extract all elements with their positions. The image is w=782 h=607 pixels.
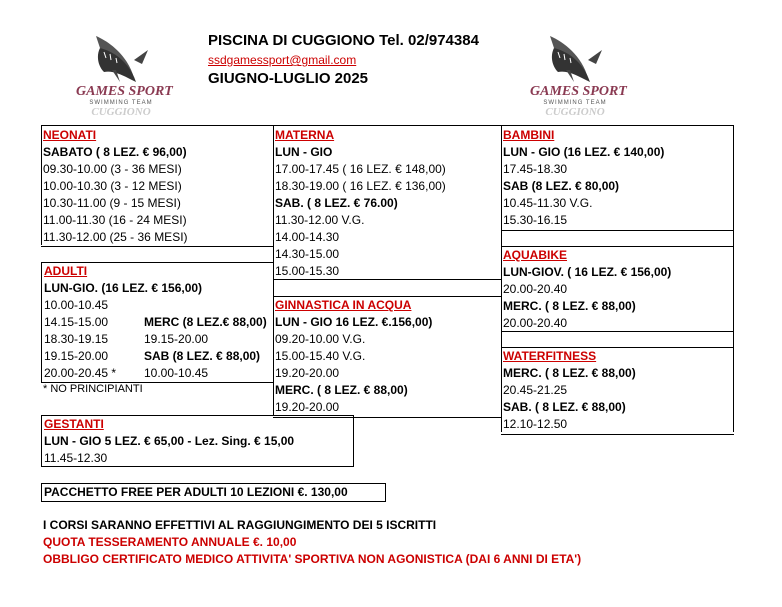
section-line: MERC. ( 8 LEZ. € 88,00) <box>503 366 636 380</box>
section-title: WATERFITNESS <box>503 349 597 363</box>
logo-subtitle: SWIMMING TEAM <box>89 100 153 106</box>
adulti-note: * NO PRINCIPIANTI <box>43 383 143 395</box>
section-line: 20.00-20.40 <box>503 316 568 330</box>
logo-text: GAMES SPORT <box>76 84 173 99</box>
section-line: 10.30-11.00 (9 - 15 MESI) <box>43 196 181 210</box>
section-line: MERC. ( 8 LEZ. € 88,00) <box>503 299 636 313</box>
section-title: NEONATI <box>43 128 97 142</box>
section-title: BAMBINI <box>503 128 555 142</box>
section-gestanti <box>41 415 354 467</box>
section-line: SAB. ( 8 LEZ. € 88,00) <box>503 400 626 414</box>
section-line: 14.30-15.00 <box>275 247 340 261</box>
pacchetto-text: PACCHETTO FREE PER ADULTI 10 LEZIONI €. 130,00 <box>44 485 348 499</box>
section-title: AQUABIKE <box>503 248 568 262</box>
section-line: 17.45-18.30 <box>503 162 568 176</box>
section-line: SAB (8 LEZ. € 80,00) <box>503 179 620 193</box>
section-line: 11.45-12.30 <box>44 451 108 465</box>
logo-left <box>76 30 173 122</box>
section-line: 20.45-21.25 <box>503 383 568 397</box>
section-line: 14.15-15.00 <box>44 315 109 329</box>
pacchetto-box <box>41 483 386 502</box>
section-line: 19.20-20.00 <box>275 400 340 414</box>
section-line: LUN - GIO 5 LEZ. € 65,00 - Lez. Sing. € 15,00 <box>44 434 295 448</box>
section-line: MERC (8 LEZ.€ 88,00) <box>144 315 267 329</box>
logo-mirror-text: CUGGIONO <box>545 106 605 118</box>
section-line: 18.30-19.00 ( 16 LEZ. € 136,00) <box>275 179 446 193</box>
footer-note: I CORSI SARANNO EFFETTIVI AL RAGGIUNGIMENTO DEI 5 ISCRITTI <box>43 518 437 532</box>
section-waterfitness <box>501 347 734 435</box>
footer-note: QUOTA TESSERAMENTO ANNUALE €. 10,00 <box>43 535 297 549</box>
section-line: 11.00-11.30 (16 - 24 MESI) <box>43 213 187 227</box>
email-link[interactable]: ssdgamessport@gmail.com <box>208 53 357 67</box>
section-line: 15.30-16.15 <box>503 213 568 227</box>
section-line: LUN - GIO (16 LEZ. € 140,00) <box>503 145 665 159</box>
section-line: 18.30-19.15 <box>44 332 109 346</box>
section-aquabike <box>501 246 733 332</box>
section-line: LUN-GIOV. ( 16 LEZ. € 156,00) <box>503 265 672 279</box>
section-materna <box>273 126 501 278</box>
logo-subtitle: SWIMMING TEAM <box>543 100 607 106</box>
section-line: 15.00-15.40 V.G. <box>275 349 366 363</box>
section-line: 17.00-17.45 ( 16 LEZ. € 148,00) <box>275 162 446 176</box>
section-line: MERC. ( 8 LEZ. € 88,00) <box>275 383 408 397</box>
section-line: 11.30-12.00 (25 - 36 MESI) <box>43 230 188 244</box>
page-title: PISCINA DI CUGGIONO Tel. 02/974384 <box>208 32 479 49</box>
grid-line <box>273 279 501 280</box>
section-line: 20.00-20.40 <box>503 282 568 296</box>
logo-text: GAMES SPORT <box>530 84 627 99</box>
section-line: 10.00-10.45 <box>144 366 209 380</box>
section-line: SAB (8 LEZ. € 88,00) <box>144 349 261 363</box>
period-title: GIUGNO-LUGLIO 2025 <box>208 70 369 87</box>
section-line: 15.00-15.30 <box>275 264 340 278</box>
section-bambini <box>501 126 733 231</box>
section-line: 19.20-20.00 <box>275 366 340 380</box>
section-line: LUN - GIO 16 LEZ. €.156,00) <box>275 315 433 329</box>
section-line: 11.30-12.00 V.G. <box>275 213 365 227</box>
section-line: 10.00-10.45 <box>44 298 109 312</box>
section-heading: LUN-GIO. (16 LEZ. € 156,00) <box>44 281 203 295</box>
logo-right <box>530 30 627 122</box>
logo-mirror-text: CUGGIONO <box>91 106 151 118</box>
section-line: 10.00-10.30 (3 - 12 MESI) <box>43 179 182 193</box>
section-adulti <box>41 262 274 383</box>
section-line: 09.30-10.00 (3 - 36 MESI) <box>43 162 182 176</box>
section-ginnastica <box>273 296 501 418</box>
section-line: 14.00-14.30 <box>275 230 340 244</box>
section-title: MATERNA <box>275 128 335 142</box>
section-line: 12.10-12.50 <box>503 417 568 431</box>
footer-note: OBBLIGO CERTIFICATO MEDICO ATTIVITA' SPORTIVA NON AGONISTICA (DAI 6 ANNI DI ETA') <box>43 552 582 566</box>
section-line: 09.20-10.00 V.G. <box>275 332 366 346</box>
section-title: GESTANTI <box>44 417 104 431</box>
section-line: 10.45-11.30 V.G. <box>503 196 593 210</box>
section-line: 19.15-20.00 <box>44 349 109 363</box>
section-line: SAB. ( 8 LEZ. € 76.00) <box>275 196 398 210</box>
section-neonati <box>41 126 273 247</box>
section-line: LUN - GIO <box>275 145 333 159</box>
section-title: ADULTI <box>44 264 88 278</box>
section-line: 20.00-20.45 * <box>44 366 117 380</box>
section-line: SABATO ( 8 LEZ. € 96,00) <box>43 145 187 159</box>
section-title: GINNASTICA IN ACQUA <box>275 298 412 312</box>
section-line: 19.15-20.00 <box>144 332 209 346</box>
